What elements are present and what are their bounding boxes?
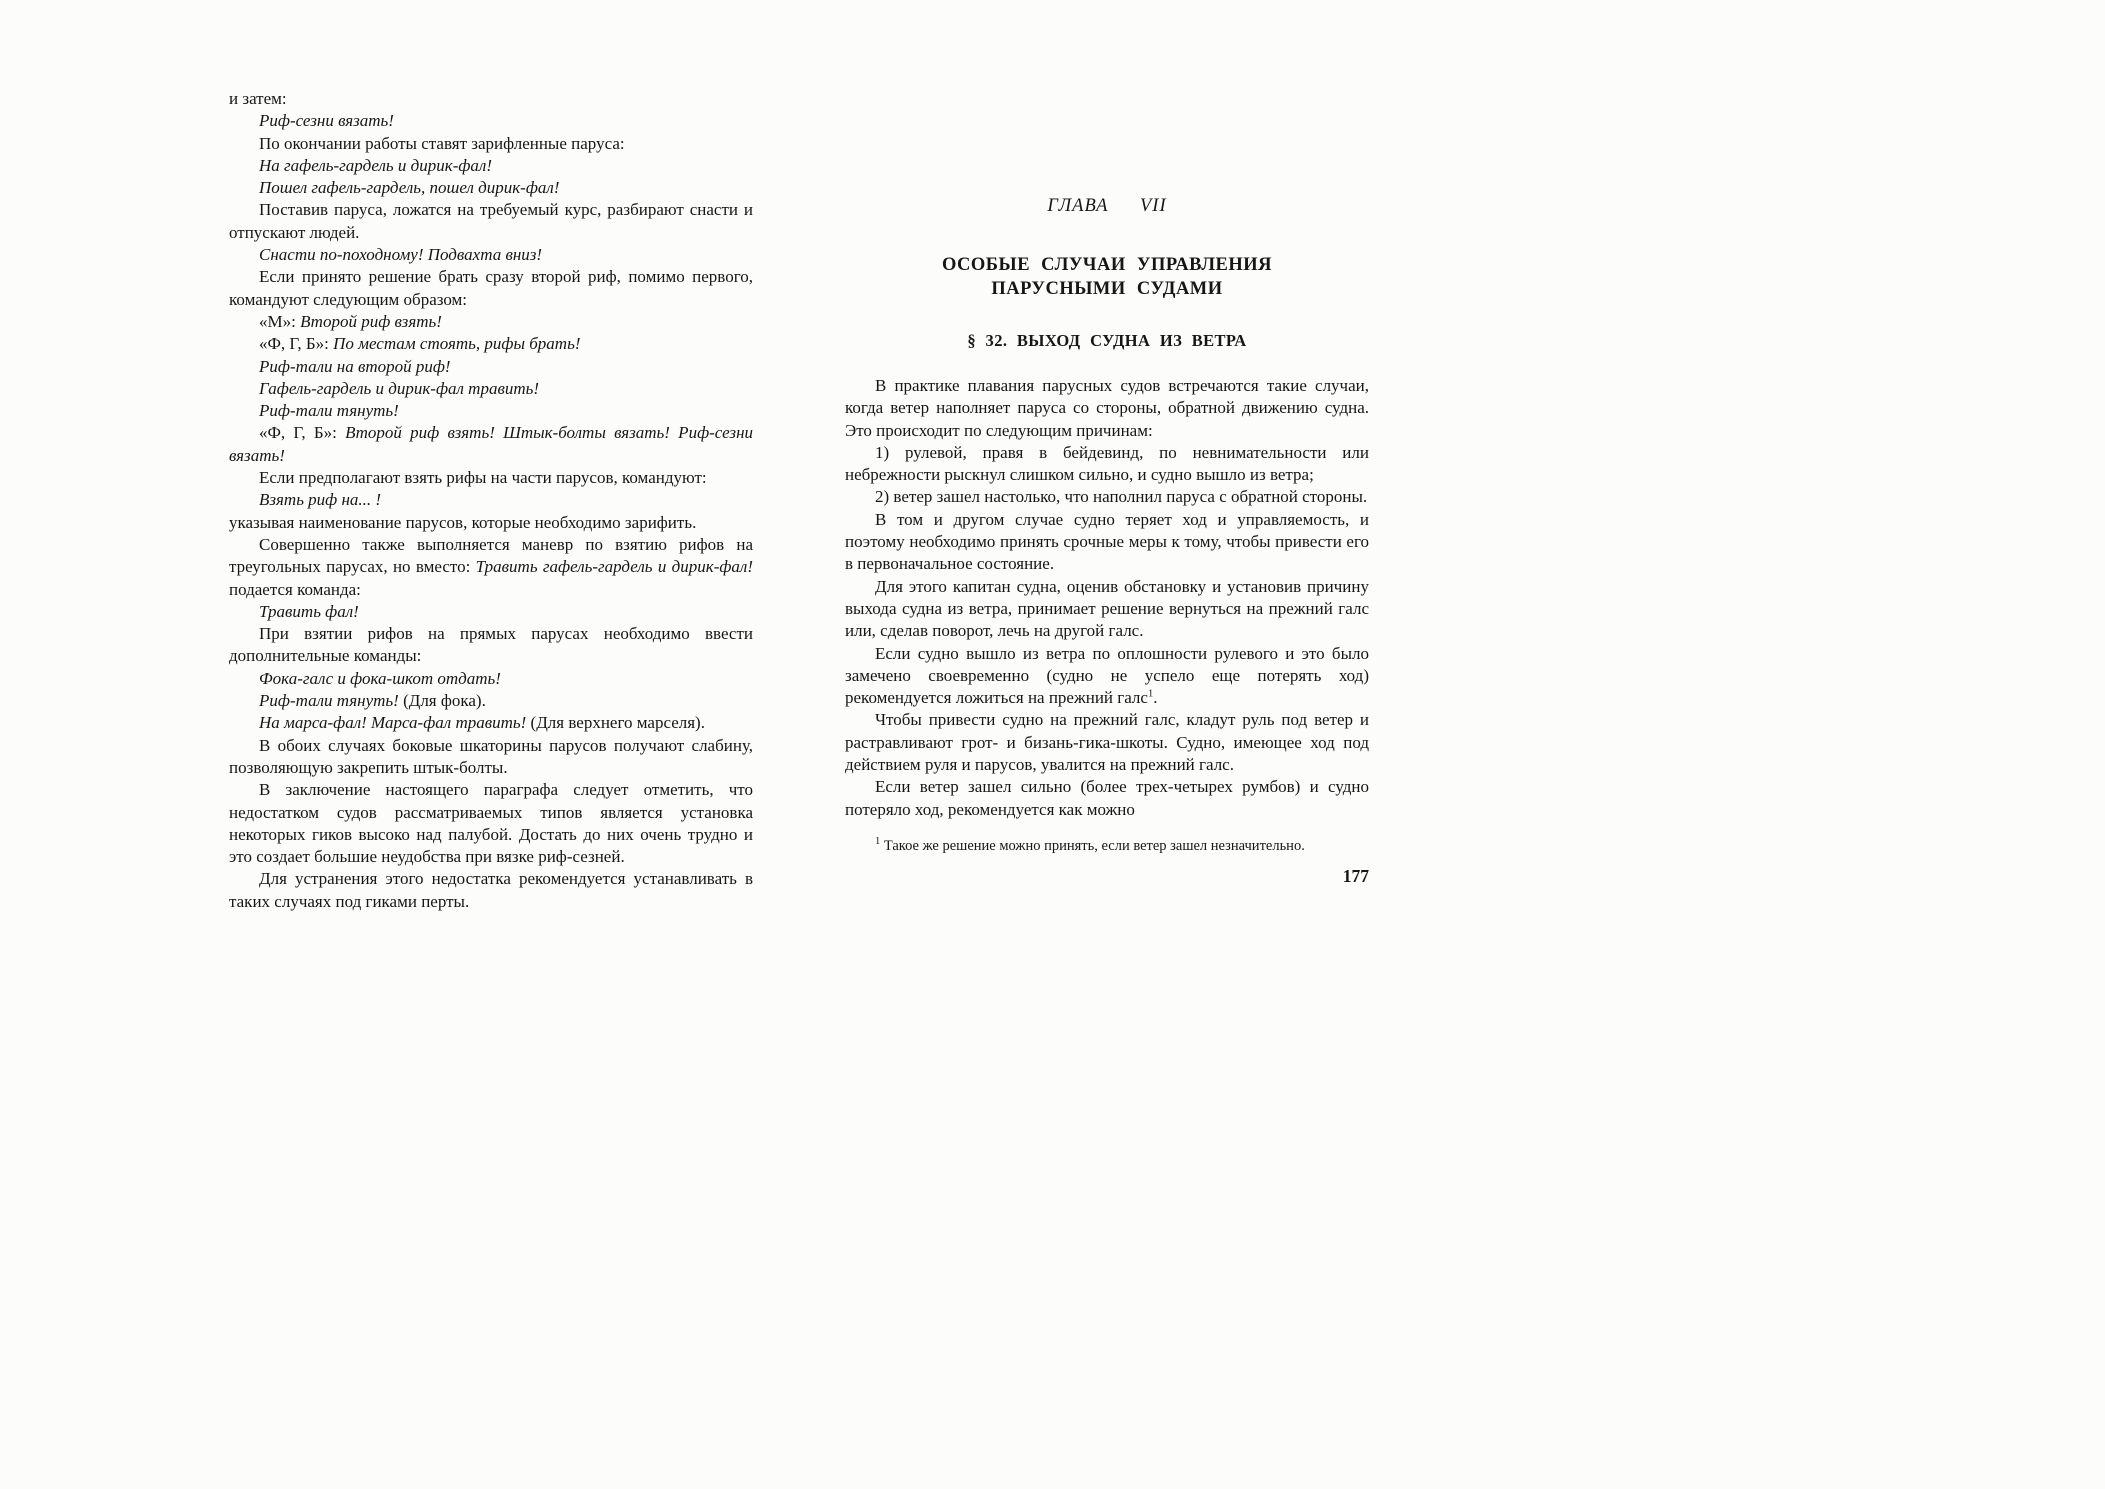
- text-segment: Для устранения этого недостатка рекомендуется устанавливать в таких случаях под гиками перты.: [229, 869, 753, 911]
- text-segment: Если ветер зашел сильно (более трех-четырех румбов) и судно потеряло ход, рекомендуется как можно: [845, 777, 1369, 819]
- text-segment: Если предполагают взять рифы на части парусов, командуют:: [259, 468, 707, 488]
- text-segment: Риф-тали тянуть!: [259, 691, 399, 711]
- paragraph: [229, 177, 753, 199]
- text-segment: указывая наименование парусов, которые необходимо зарифить.: [229, 512, 697, 532]
- paragraph: [845, 837, 1369, 856]
- paragraph: [229, 601, 753, 623]
- left-page-column: [229, 88, 753, 913]
- paragraph: [229, 735, 753, 780]
- text-segment: По местам стоять, рифы брать!: [333, 334, 581, 354]
- text-segment: Второй риф взять!: [300, 311, 442, 331]
- footnote-reference: 1: [875, 836, 881, 848]
- paragraph: [229, 668, 753, 690]
- text-segment: «Ф, Г, Б»:: [259, 423, 346, 443]
- right-page-body: [845, 375, 1369, 821]
- text-segment: «М»:: [259, 311, 301, 331]
- paragraph: [229, 266, 753, 311]
- paragraph: [229, 244, 753, 266]
- paragraph: [229, 400, 753, 422]
- paragraph: [229, 712, 753, 734]
- paragraph: [229, 623, 753, 668]
- text-segment: Взять риф на... !: [259, 490, 382, 510]
- footnote-reference: 1: [1147, 688, 1154, 700]
- paragraph: [845, 576, 1369, 643]
- text-segment: Пошел гафель-гардель, пошел дирик-фал!: [259, 178, 560, 198]
- paragraph: [229, 88, 753, 110]
- paragraph: [845, 709, 1369, 776]
- text-segment: Для этого капитан судна, оценив обстановку и установив причину выхода судна из ветра, принимает решение вернуться на прежний галс или, сделав поворот, лечь на другой галс.: [845, 576, 1369, 641]
- text-segment: Фока-галс и фока-шкот отдать!: [259, 668, 501, 688]
- text-segment: .: [1153, 688, 1158, 708]
- text-segment: При взятии рифов на прямых парусах необходимо ввести дополнительные команды:: [229, 624, 753, 666]
- text-segment: В заключение настоящего параграфа следует отметить, что недостатком судов рассматриваемых типов является установка некоторых гиков высоко над палубой. Достать до них очень трудно и это создает большие неудобства при вязке риф-сезней.: [229, 780, 753, 867]
- text-segment: По окончании работы ставят зарифленные паруса:: [259, 133, 625, 153]
- chapter-heading: ГЛАВА VII: [1047, 196, 1167, 216]
- text-segment: Чтобы привести судно на прежний галс, кладут руль под ветер и растравливают грот- и бизань-гика-шкоты. Судно, имеющее ход под действием руля и парусов, увалится на прежний галс.: [845, 710, 1369, 775]
- text-segment: В том и другом случае судно теряет ход и управляемость, и поэтому необходимо принять срочные меры к тому, чтобы привести его в первоначальное состояние.: [845, 509, 1369, 574]
- text-segment: На гафель-гардель и дирик-фал!: [259, 155, 493, 175]
- text-segment: Снасти по-походному! Подвахта вниз!: [259, 245, 543, 265]
- paragraph: [229, 311, 753, 333]
- text-segment: и затем:: [229, 89, 287, 108]
- text-segment: Риф-тали на второй риф!: [259, 356, 451, 376]
- text-segment: Риф-сезни вязать!: [259, 111, 394, 131]
- text-segment: Такое же решение можно принять, если ветер зашел незначительно.: [880, 837, 1305, 854]
- section-title-line-2: ПАРУСНЫМИ СУДАМИ: [991, 279, 1223, 299]
- text-segment: Гафель-гардель и дирик-фал травить!: [259, 378, 540, 398]
- text-segment: На марса-фал! Марса-фал травить!: [259, 713, 527, 733]
- paragraph: [229, 133, 753, 155]
- paragraph: [229, 534, 753, 601]
- text-segment: Поставив паруса, ложатся на требуемый курс, разбирают снасти и отпускают людей.: [229, 200, 753, 242]
- text-segment: Травить фал!: [259, 601, 359, 621]
- paragraph-heading: § 32. ВЫХОД СУДНА ИЗ ВЕТРА: [967, 331, 1247, 350]
- text-segment: В практике плавания парусных судов встречаются такие случаи, когда ветер наполняет паруса со стороны, обратной движению судна. Это происходит по следующим причинам:: [845, 376, 1369, 440]
- text-segment: (Для фока).: [398, 691, 486, 711]
- paragraph: [845, 643, 1369, 710]
- paragraph: [845, 486, 1369, 508]
- text-segment: Совершенно также выполняется маневр по взятию рифов на треугольных парусах, но вместо:: [229, 534, 753, 577]
- text-segment: 1) рулевой, правя в бейдевинд, по невнимательности или небрежности рыскнул слишком сильно, и судно вышло из ветра;: [845, 442, 1369, 485]
- page-number: 177: [1342, 865, 1369, 886]
- text-segment: «Ф, Г, Б»:: [259, 334, 334, 354]
- paragraph: [229, 422, 753, 467]
- paragraph: [229, 110, 753, 132]
- text-segment: Если принято решение брать сразу второй риф, помимо первого, командуют следующим образом:: [229, 267, 753, 309]
- paragraph: [229, 690, 753, 712]
- text-segment: (Для верхнего марселя).: [526, 713, 705, 733]
- paragraph: [229, 199, 753, 244]
- paragraph: [229, 512, 753, 534]
- paragraph: [229, 333, 753, 355]
- paragraph: [845, 509, 1369, 576]
- footnote: [845, 837, 1369, 856]
- text-segment: подается команда:: [229, 579, 361, 599]
- paragraph: [229, 779, 753, 868]
- section-title-line-1: ОСОБЫЕ СЛУЧАИ УПРАВЛЕНИЯ: [941, 255, 1273, 275]
- section-title: [845, 253, 1369, 301]
- text-segment: В обоих случаях боковые шкаторины парусов получают слабину, позволяющую закрепить штык-болты.: [229, 735, 753, 777]
- paragraph: [229, 356, 753, 378]
- paragraph: [229, 489, 753, 511]
- text-segment: Риф-тали тянуть!: [259, 401, 399, 421]
- text-segment: Второй риф взять! Штык-болты вязать! Риф-сезни вязать!: [229, 423, 754, 465]
- right-page-column: [845, 196, 1369, 904]
- text-segment: Если судно вышло из ветра по оплошности рулевого и это было замечено своевременно (судно не успело еще потерять ход) рекомендуется ложиться на прежний галс: [845, 643, 1369, 708]
- paragraph: [229, 467, 753, 489]
- paragraph: [845, 776, 1369, 821]
- paragraph: [845, 375, 1369, 442]
- text-segment: 2) ветер зашел настолько, что наполнил паруса с обратной стороны.: [875, 487, 1368, 507]
- paragraph: [845, 442, 1369, 487]
- text-segment: Травить гафель-гардель и дирик-фал!: [475, 557, 754, 577]
- paragraph: [229, 868, 753, 913]
- paragraph: [229, 155, 753, 177]
- paragraph: [229, 378, 753, 400]
